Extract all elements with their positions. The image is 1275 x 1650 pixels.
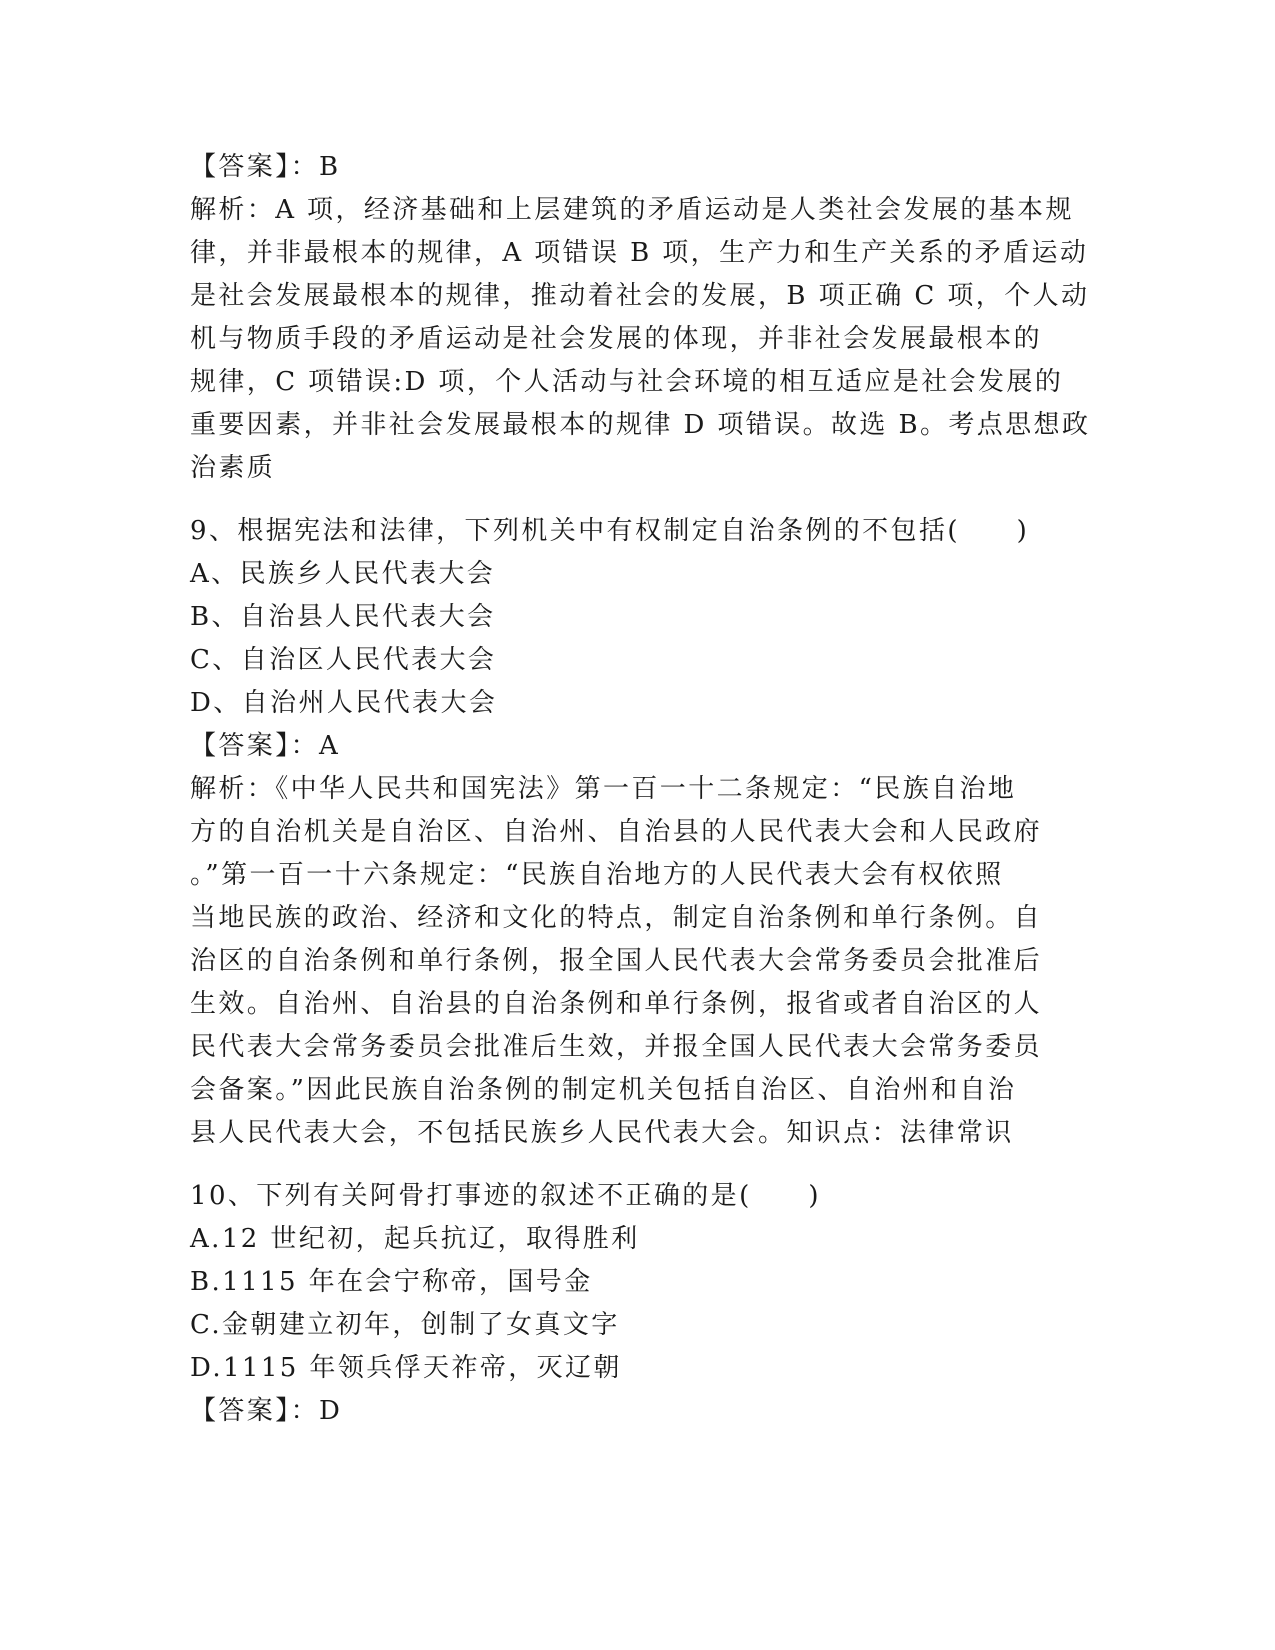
option-b: B.1115 年在会宁称帝，国号金 xyxy=(190,1267,593,1297)
question-stem: 10、下列有关阿骨打事迹的叙述不正确的是( ) xyxy=(190,1181,821,1211)
question-9 xyxy=(190,510,1090,1155)
answer-label: 【答案】：D xyxy=(190,1396,343,1426)
explanation-line: 规律，C 项错误:D 项，个人活动与社会环境的相互适应是社会发展的 xyxy=(190,367,1064,397)
option-c: C、自治区人民代表大会 xyxy=(190,645,497,675)
option-d: D.1115 年领兵俘天祚帝，灭辽朝 xyxy=(190,1353,622,1383)
question-8-answer-block xyxy=(190,146,1090,490)
answer-label: 【答案】：A xyxy=(190,731,341,761)
document-page xyxy=(190,146,1090,1433)
explanation-line: 县人民代表大会，不包括民族乡人民代表大会。知识点：法律常识 xyxy=(190,1118,1014,1148)
explanation-line: 方的自治机关是自治区、自治州、自治县的人民代表大会和人民政府 xyxy=(190,817,1043,847)
explanation-line: 机与物质手段的矛盾运动是社会发展的体现，并非社会发展最根本的 xyxy=(190,324,1043,354)
explanation-line: 解析：《中华人民共和国宪法》第一百一十二条规定：“民族自治地 xyxy=(190,774,1017,804)
option-a: A、民族乡人民代表大会 xyxy=(190,559,496,589)
explanation-line: 解析：A 项，经济基础和上层建筑的矛盾运动是人类社会发展的基本规 xyxy=(190,195,1074,225)
explanation-line: 民代表大会常务委员会批准后生效，并报全国人民代表大会常务委员 xyxy=(190,1032,1043,1062)
answer-label: 【答案】：B xyxy=(190,152,341,182)
explanation-line: 。”第一百一十六条规定：“民族自治地方的人民代表大会有权依照 xyxy=(190,860,1004,890)
option-d: D、自治州人民代表大会 xyxy=(190,688,498,718)
explanation-line: 重要因素，并非社会发展最根本的规律 D 项错误。故选 B。考点思想政 xyxy=(190,410,1091,440)
option-c: C.金朝建立初年，创制了女真文字 xyxy=(190,1310,620,1340)
explanation-line: 会备案。”因此民族自治条例的制定机关包括自治区、自治州和自治 xyxy=(190,1075,1017,1105)
explanation-line: 治素质 xyxy=(190,453,276,483)
explanation-line: 生效。自治州、自治县的自治条例和单行条例，报省或者自治区的人 xyxy=(190,989,1043,1019)
question-10 xyxy=(190,1175,1090,1433)
option-a: A.12 世纪初，起兵抗辽，取得胜利 xyxy=(190,1224,640,1254)
explanation-line: 是社会发展最根本的规律，推动着社会的发展，B 项正确 C 项，个人动 xyxy=(190,281,1090,311)
option-b: B、自治县人民代表大会 xyxy=(190,602,496,632)
explanation-line: 律，并非最根本的规律，A 项错误 B 项，生产力和生产关系的矛盾运动 xyxy=(190,238,1089,268)
spacer xyxy=(190,490,1090,510)
question-stem: 9、根据宪法和法律，下列机关中有权制定自治条例的不包括( ) xyxy=(190,516,1030,546)
spacer xyxy=(190,1155,1090,1175)
explanation-line: 当地民族的政治、经济和文化的特点，制定自治条例和单行条例。自 xyxy=(190,903,1043,933)
explanation-line: 治区的自治条例和单行条例，报全国人民代表大会常务委员会批准后 xyxy=(190,946,1043,976)
